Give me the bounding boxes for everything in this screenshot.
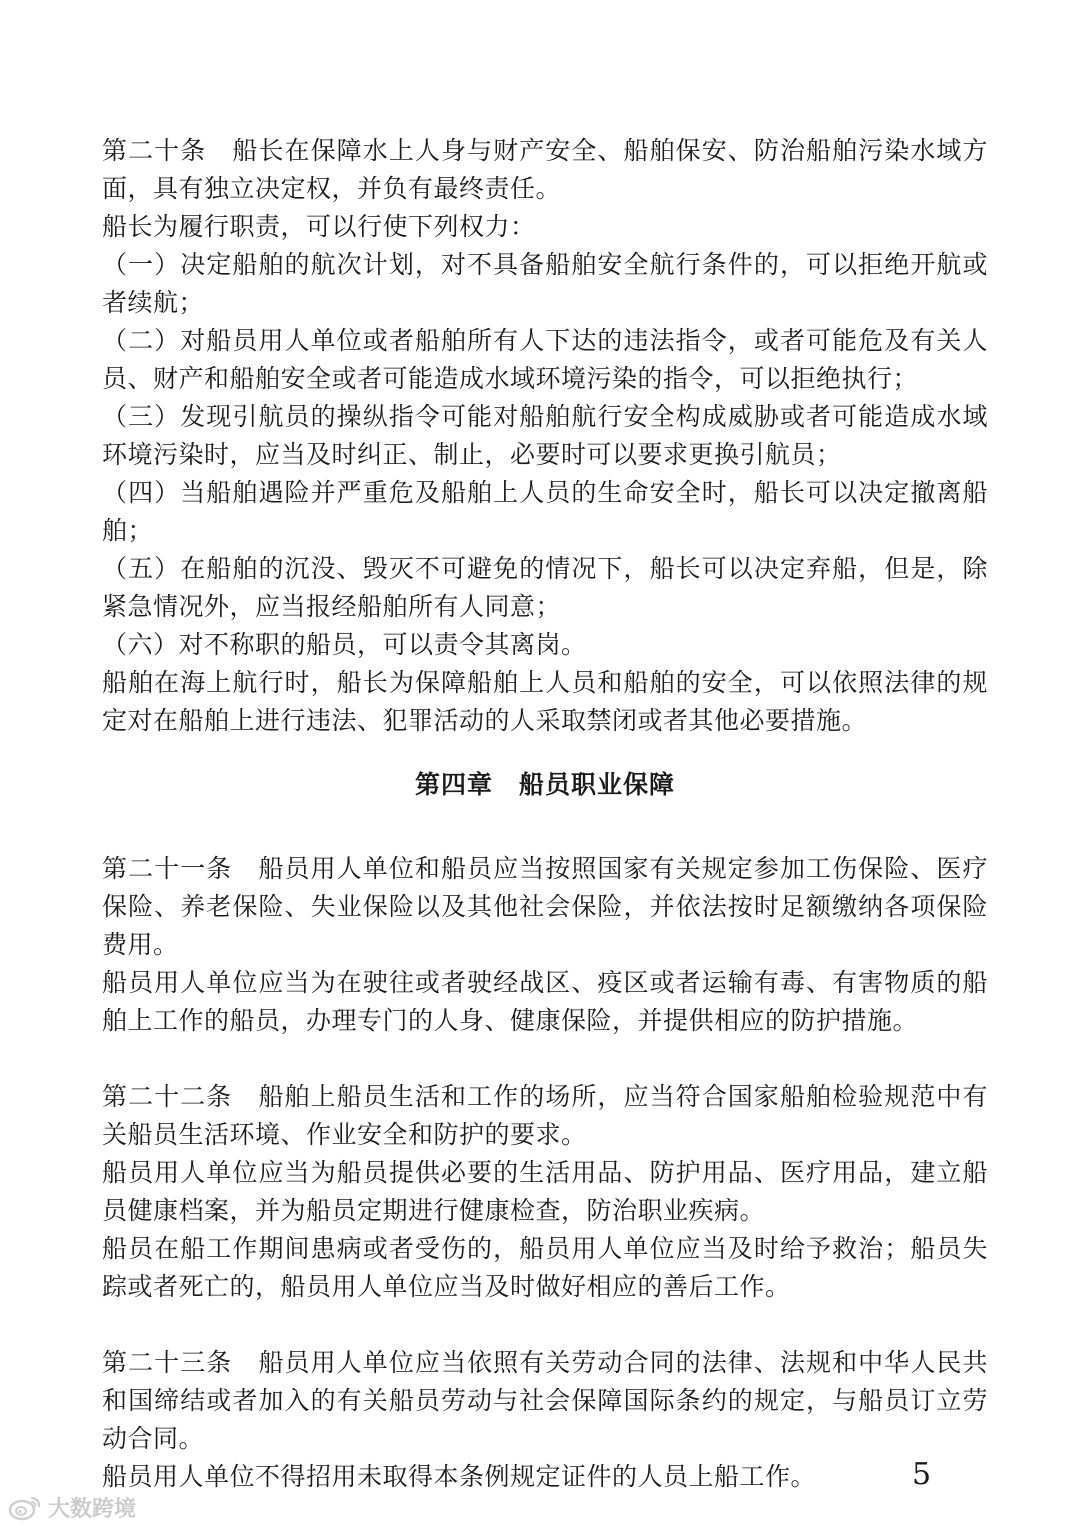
page-number: 5 xyxy=(912,1457,932,1492)
weibo-logo-icon xyxy=(8,1493,42,1521)
watermark xyxy=(8,1492,136,1522)
detention-paragraph: 船舶在海上航行时，船长为保障船舶上人员和船舶的安全，可以依照法律的规定对在船舶上进行违法、犯罪活动的人采取禁闭或者其他必要措施。 xyxy=(102,668,988,735)
power-item-3: （三）发现引航员的操纵指令可能对船舶航行安全构成威胁或者可能造成水域环境污染时，应当及时纠正、制止，必要时可以要求更换引航员； xyxy=(102,402,988,469)
article-20-paragraph: 第二十条 船长在保障水上人身与财产安全、船舶保安、防治船舶污染水域方面，具有独立决定权，并负有最终责任。 xyxy=(102,136,988,203)
watermark-text: 大数跨境 xyxy=(48,1496,137,1522)
article-23-paragraph-1: 第二十三条 船员用人单位应当依照有关劳动合同的法律、法规和中华人民共和国缔结或者加入的有关船员劳动与社会保障国际条约的规定，与船员订立劳动合同。 xyxy=(102,1348,988,1453)
article-22-paragraph-2: 船员用人单位应当为船员提供必要的生活用品、防护用品、医疗用品，建立船员健康档案，并为船员定期进行健康检查，防治职业疾病。 xyxy=(102,1158,988,1225)
chapter-title: 第四章 船员职业保障 xyxy=(414,770,675,799)
power-item-4: （四）当船舶遇险并严重危及船舶上人员的生命安全时，船长可以决定撤离船舶； xyxy=(102,478,988,545)
power-item-1: （一）决定船舶的航次计划，对不具备船舶安全航行条件的，可以拒绝开航或者续航； xyxy=(102,250,988,317)
article-21-paragraph-2: 船员用人单位应当为在驶往或者驶经战区、疫区或者运输有毒、有害物质的船舶上工作的船员，办理专门的人身、健康保险，并提供相应的防护措施。 xyxy=(102,968,988,1035)
power-item-2: （二）对船员用人单位或者船舶所有人下达的违法指令，或者可能危及有关人员、财产和船舶安全或者可能造成水域环境污染的指令，可以拒绝执行； xyxy=(102,326,988,393)
power-item-6: （六）对不称职的船员，可以责令其离岗。 xyxy=(102,630,587,659)
power-item-5: （五）在船舶的沉没、毁灭不可避免的情况下，船长可以决定弃船，但是，除紧急情况外，应当报经船舶所有人同意； xyxy=(102,554,988,621)
article-23-paragraph-2: 船员用人单位不得招用未取得本条例规定证件的人员上船工作。 xyxy=(102,1462,817,1491)
document-body xyxy=(102,132,988,1496)
powers-intro-paragraph: 船长为履行职责，可以行使下列权力： xyxy=(102,212,536,241)
article-21-paragraph-1: 第二十一条 船员用人单位和船员应当按照国家有关规定参加工伤保险、医疗保险、养老保险、失业保险以及其他社会保险，并依法按时足额缴纳各项保险费用。 xyxy=(102,854,988,959)
article-22-paragraph-1: 第二十二条 船舶上船员生活和工作的场所，应当符合国家船舶检验规范中有关船员生活环境、作业安全和防护的要求。 xyxy=(102,1082,988,1149)
article-22-paragraph-3: 船员在船工作期间患病或者受伤的，船员用人单位应当及时给予救治；船员失踪或者死亡的，船员用人单位应当及时做好相应的善后工作。 xyxy=(102,1234,988,1301)
